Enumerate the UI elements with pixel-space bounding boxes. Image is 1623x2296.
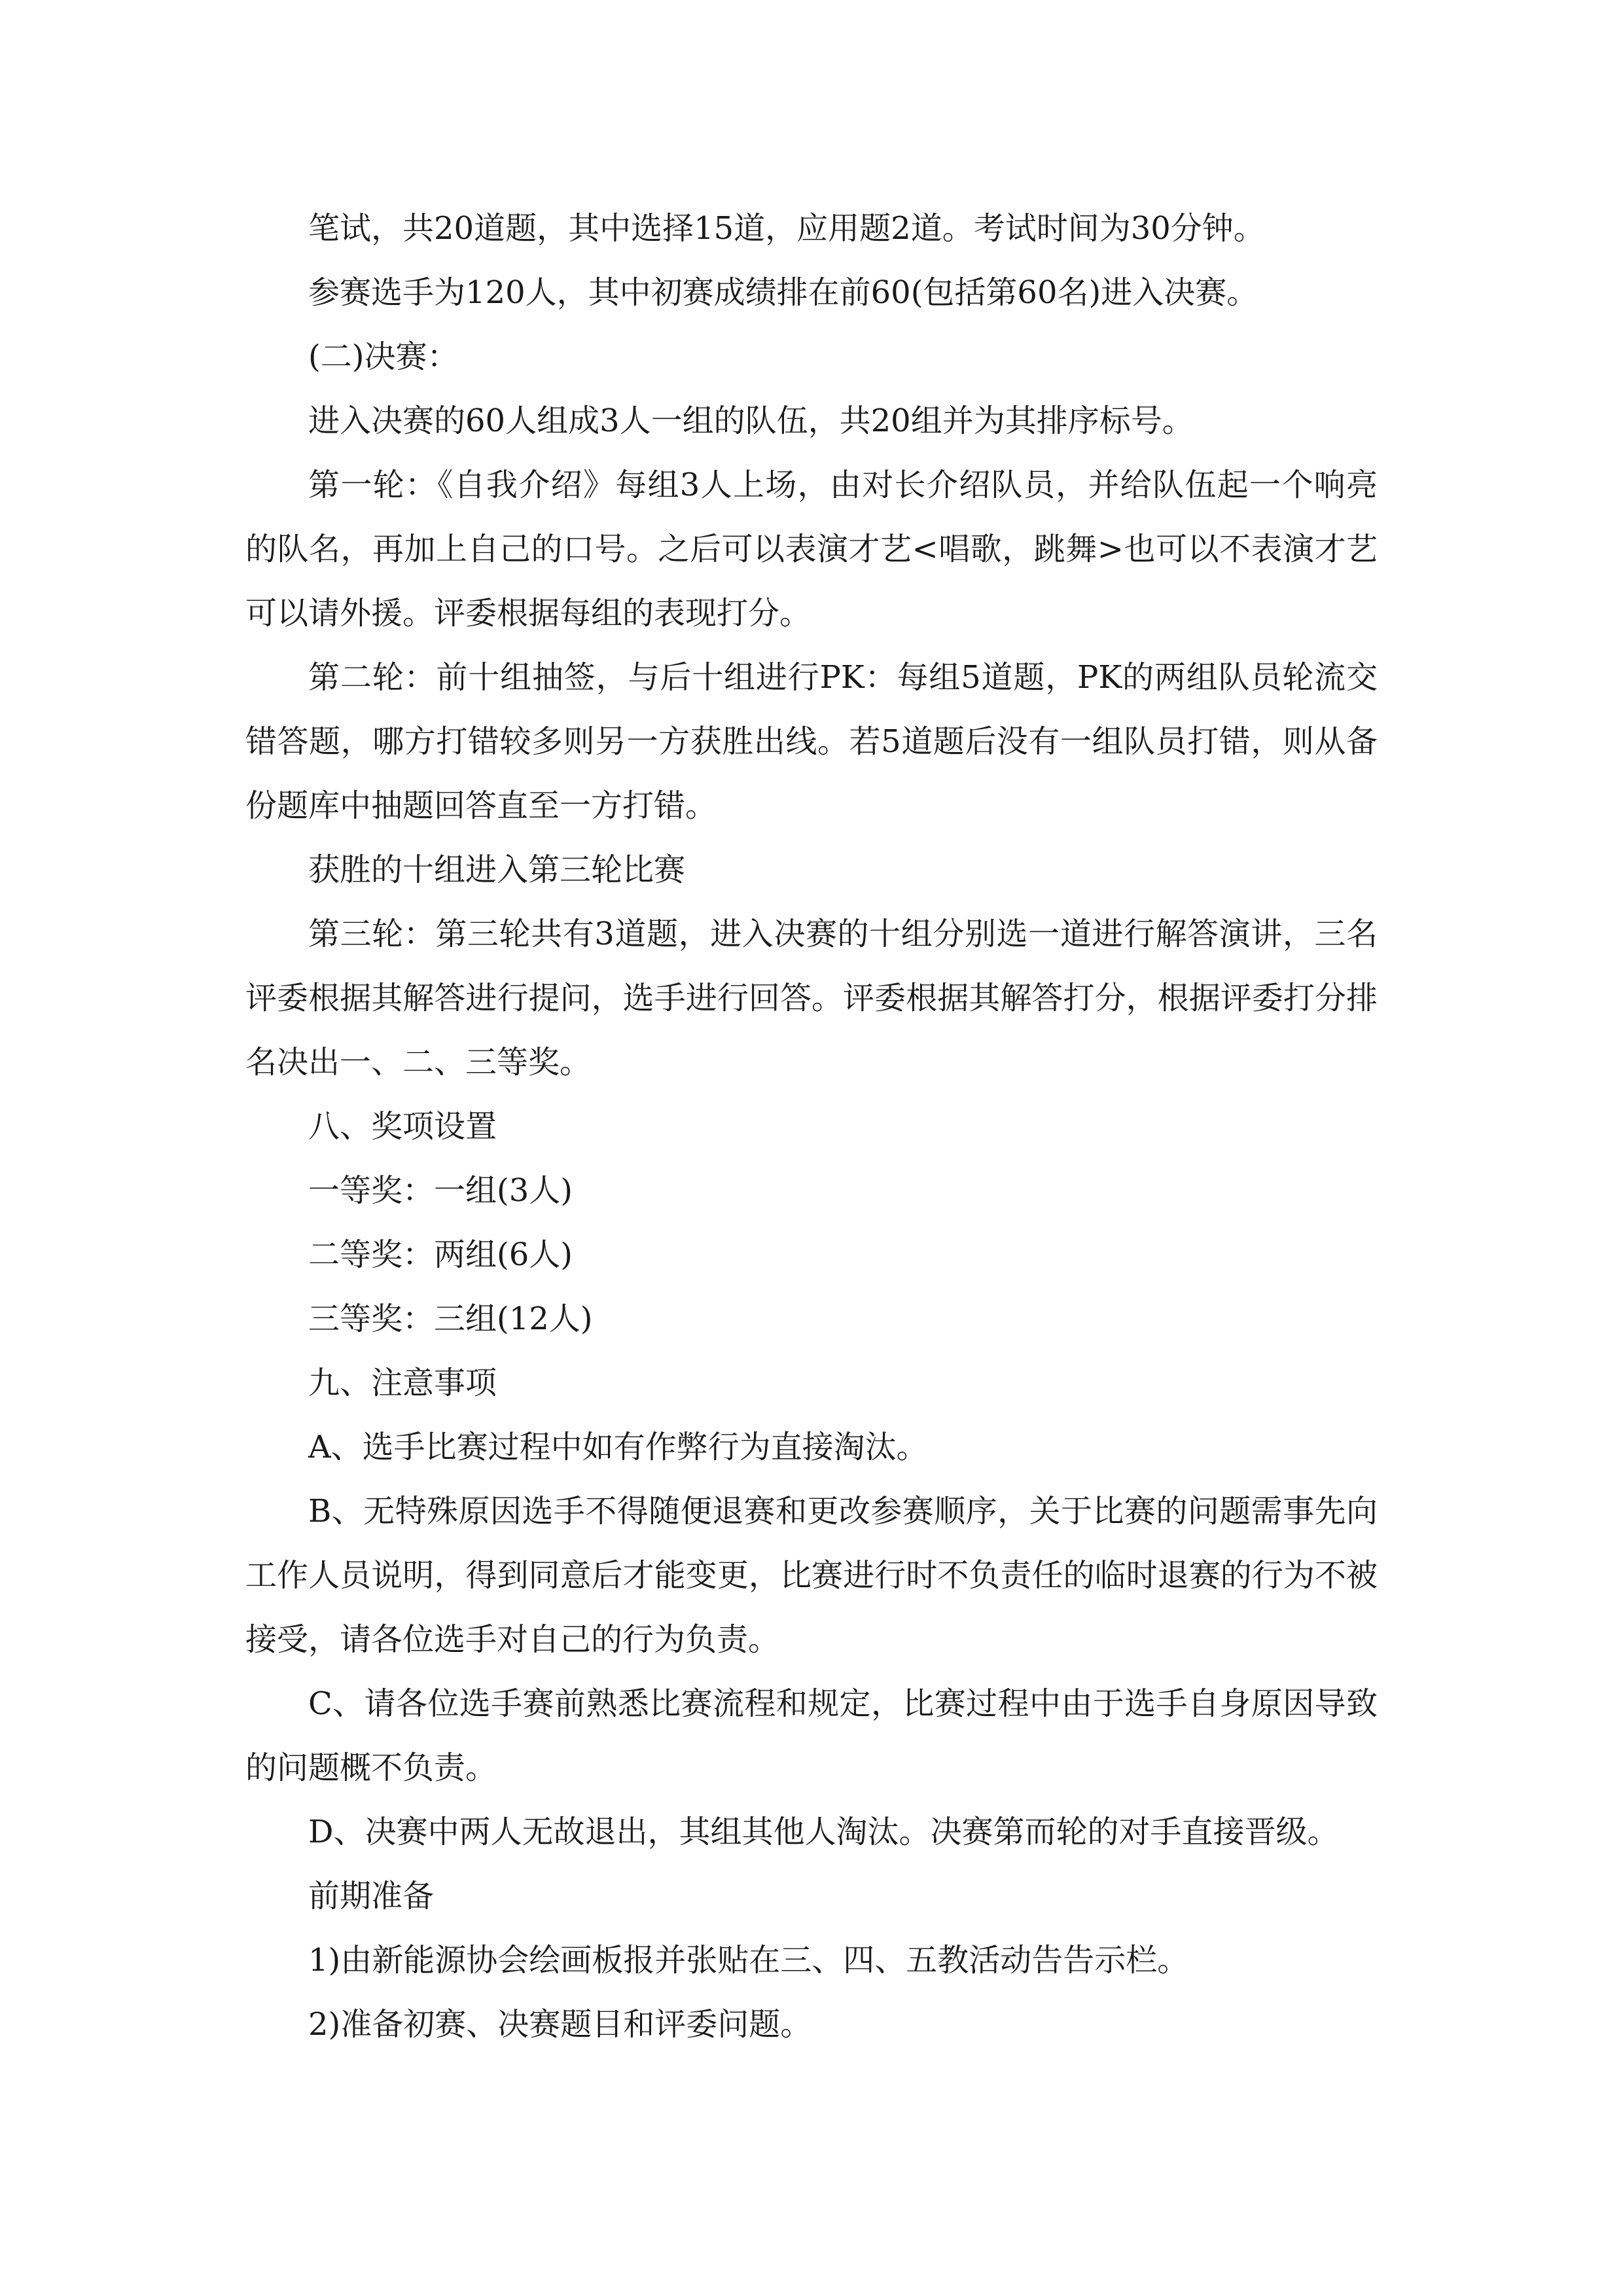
paragraph-round-three: 第三轮：第三轮共有3道题，进入决赛的十组分别选一道进行解答演讲，三名评委根据其解答进行提问，选手进行回答。评委根据其解答打分，根据评委打分排名决出一、二、三等奖。 xyxy=(245,916,1378,1081)
paragraph-round-two: 第二轮：前十组抽签，与后十组进行PK：每组5道题，PK的两组队员轮流交错答题，哪方打错较多则另一方获胜出线。若5道题后没有一组队员打错，则从备份题库中抽题回答直至一方打错。 xyxy=(245,659,1378,824)
paragraph-participants: 参赛选手为120人，其中初赛成绩排在前60(包括第60名)进入决赛。 xyxy=(308,274,1258,311)
heading-notes: 九、注意事项 xyxy=(308,1365,497,1401)
document-body xyxy=(245,196,1378,2056)
note-c: C、请各位选手赛前熟悉比赛流程和规定，比赛过程中由于选手自身原因导致的问题概不负责。 xyxy=(245,1685,1378,1786)
paragraph-round-one: 第一轮：《自我介绍》每组3人上场，由对长介绍队员，并给队伍起一个响亮的队名，再加上自己的口号。之后可以表演才艺<唱歌，跳舞>也可以不表演才艺可以请外援。评委根据每组的表现打分。 xyxy=(245,467,1378,632)
note-a: A、选手比赛过程中如有作弊行为直接淘汰。 xyxy=(308,1429,928,1465)
heading-awards: 八、奖项设置 xyxy=(308,1108,497,1145)
paragraph-written-test: 笔试，共20道题，其中选择15道，应用题2道。考试时间为30分钟。 xyxy=(308,210,1265,247)
paragraph-winners-advance: 获胜的十组进入第三轮比赛 xyxy=(308,852,686,888)
paragraph-finals-teams: 进入决赛的60人组成3人一组的队伍，共20组并为其排序标号。 xyxy=(308,403,1194,439)
note-b: B、无特殊原因选手不得随便退赛和更改参赛顺序，关于比赛的问题需事先向工作人员说明，得到同意后才能变更，比赛进行时不负责任的临时退赛的行为不被接受，请各位选手对自己的行为负责。 xyxy=(245,1493,1378,1658)
preparation-item-1: 1)由新能源协会绘画板报并张贴在三、四、五教活动告告示栏。 xyxy=(308,1942,1189,1979)
heading-preparation: 前期准备 xyxy=(308,1878,435,1914)
award-second-prize: 二等奖：两组(6人) xyxy=(308,1236,573,1273)
award-third-prize: 三等奖：三组(12人) xyxy=(308,1300,593,1337)
heading-finals: (二)决赛： xyxy=(308,338,459,375)
note-d: D、决赛中两人无故退出，其组其他人淘汰。决赛第而轮的对手直接晋级。 xyxy=(308,1814,1339,1850)
preparation-item-2: 2)准备初赛、决赛题目和评委问题。 xyxy=(308,2006,812,2043)
award-first-prize: 一等奖：一组(3人) xyxy=(308,1172,573,1209)
